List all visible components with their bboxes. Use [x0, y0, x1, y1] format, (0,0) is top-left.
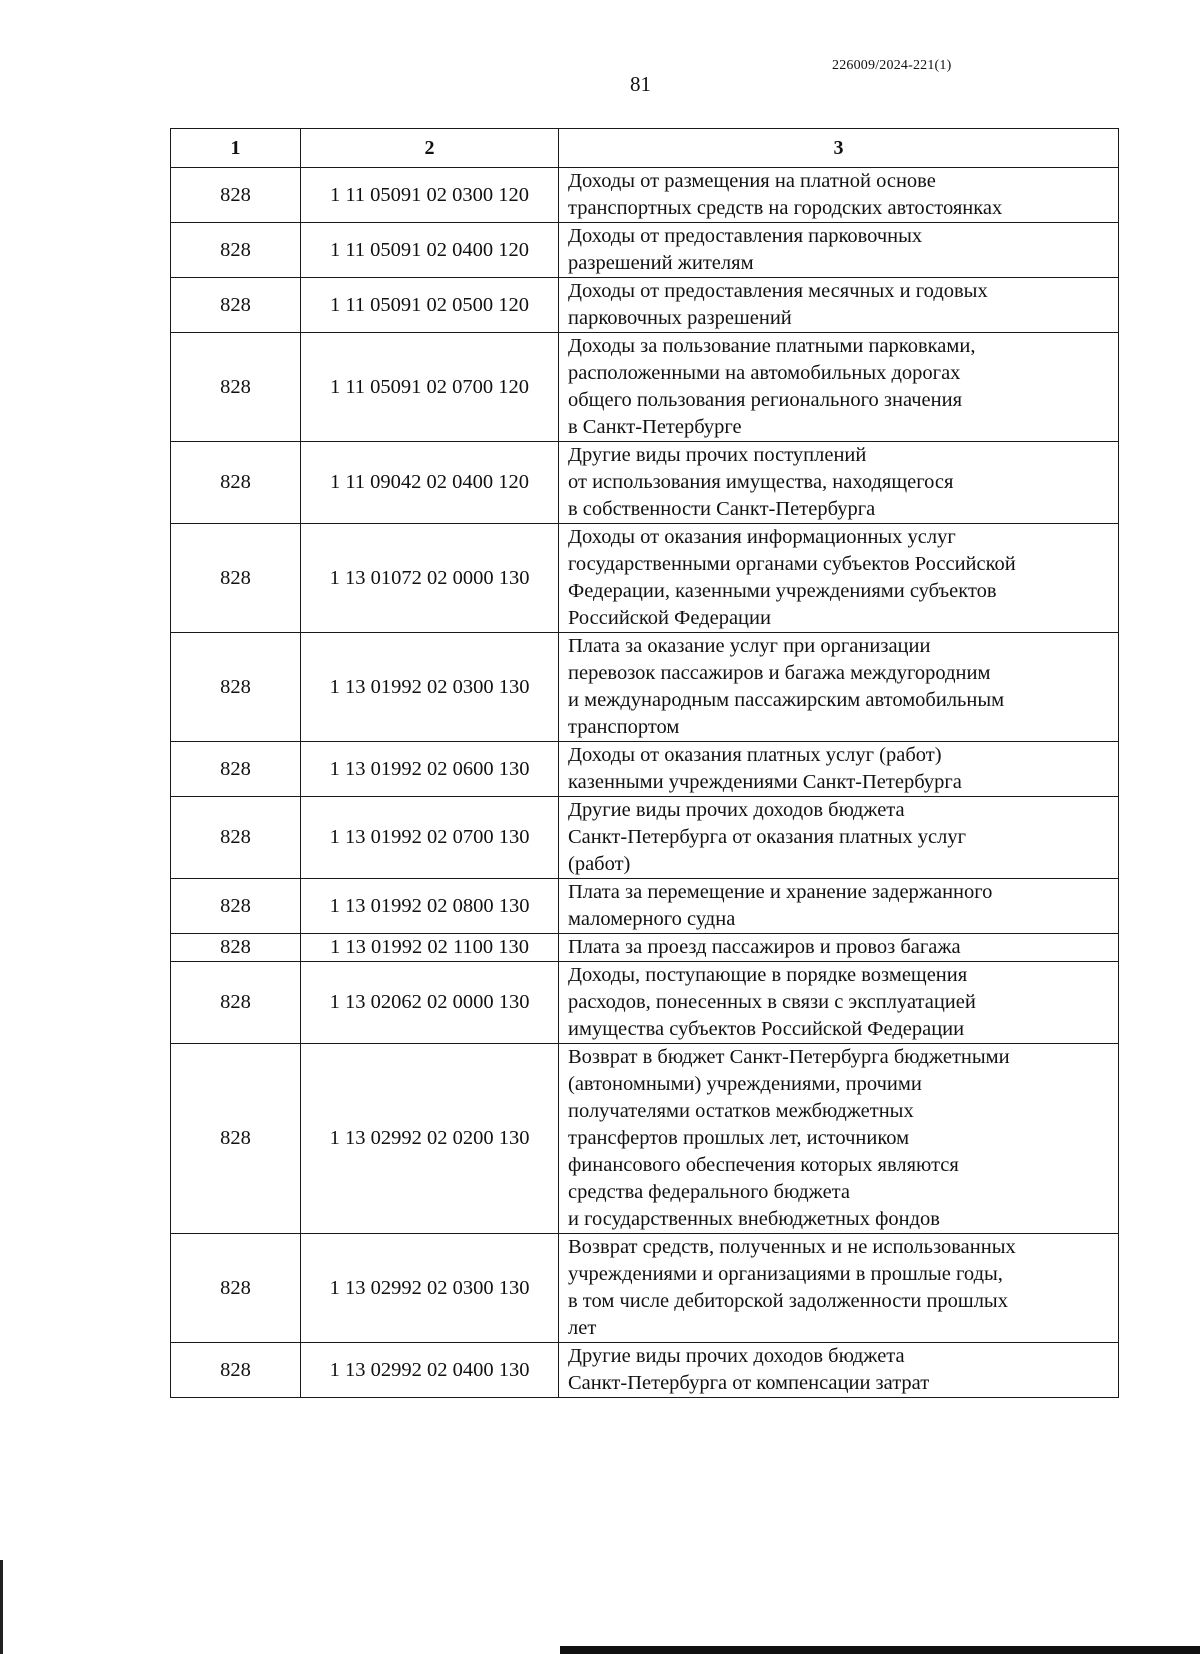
admin-code-cell: 828 [171, 797, 301, 879]
column-header-3: 3 [559, 129, 1119, 168]
budget-code-cell: 1 11 05091 02 0500 120 [301, 278, 559, 333]
revenue-description-cell: Другие виды прочих доходов бюджета Санкт-Петербурга от оказания платных услуг (работ) [559, 797, 1119, 879]
table-row [171, 1343, 1119, 1398]
revenue-description-cell: Возврат в бюджет Санкт-Петербурга бюджетными (автономными) учреждениями, прочими получателями остатков межбюджетных трансфертов прошлых лет, источником финансового обеспечения которых являются средства федерального бюджета и государственных внебюджетных фондов [559, 1044, 1119, 1234]
budget-code-cell: 1 13 01992 02 0700 130 [301, 797, 559, 879]
table-row [171, 278, 1119, 333]
budget-code-cell: 1 11 05091 02 0300 120 [301, 168, 559, 223]
scan-edge-artifact [0, 1560, 3, 1654]
budget-code-cell: 1 13 02992 02 0200 130 [301, 1044, 559, 1234]
revenue-description-cell: Другие виды прочих поступлений от использования имущества, находящегося в собственности Санкт-Петербурга [559, 442, 1119, 524]
revenue-description-cell: Доходы от предоставления месячных и годовых парковочных разрешений [559, 278, 1119, 333]
budget-code-cell: 1 13 02992 02 0400 130 [301, 1343, 559, 1398]
admin-code-cell: 828 [171, 168, 301, 223]
admin-code-cell: 828 [171, 742, 301, 797]
admin-code-cell: 828 [171, 524, 301, 633]
admin-code-cell: 828 [171, 962, 301, 1044]
table-header-row [171, 129, 1119, 168]
admin-code-cell: 828 [171, 278, 301, 333]
table-body [171, 168, 1119, 1398]
revenue-description-cell: Доходы от предоставления парковочных разрешений жителям [559, 223, 1119, 278]
table-row [171, 223, 1119, 278]
budget-code-cell: 1 13 02062 02 0000 130 [301, 962, 559, 1044]
document-number: 226009/2024-221(1) [832, 58, 952, 73]
table-row [171, 1234, 1119, 1343]
table-row [171, 442, 1119, 524]
revenue-description-cell: Плата за проезд пассажиров и провоз багажа [559, 934, 1119, 962]
admin-code-cell: 828 [171, 934, 301, 962]
table-row [171, 962, 1119, 1044]
revenue-description-cell: Доходы от размещения на платной основе транспортных средств на городских автостоянках [559, 168, 1119, 223]
budget-code-cell: 1 11 09042 02 0400 120 [301, 442, 559, 524]
revenue-description-cell: Доходы от оказания платных услуг (работ) казенными учреждениями Санкт-Петербурга [559, 742, 1119, 797]
budget-code-cell: 1 11 05091 02 0400 120 [301, 223, 559, 278]
budget-code-cell: 1 13 01992 02 0800 130 [301, 879, 559, 934]
table-row [171, 797, 1119, 879]
revenue-description-cell: Возврат средств, полученных и не использованных учреждениями и организациями в прошлые годы, в том числе дебиторской задолженности прошлых лет [559, 1234, 1119, 1343]
budget-codes-table [170, 128, 1119, 1398]
revenue-description-cell: Доходы от оказания информационных услуг государственными органами субъектов Российской Федерации, казенными учреждениями субъектов Российской Федерации [559, 524, 1119, 633]
table-row [171, 524, 1119, 633]
revenue-description-cell: Плата за оказание услуг при организации перевозок пассажиров и багажа междугородним и международным пассажирским автомобильным транспортом [559, 633, 1119, 742]
budget-code-cell: 1 13 02992 02 0300 130 [301, 1234, 559, 1343]
budget-code-cell: 1 13 01992 02 0300 130 [301, 633, 559, 742]
budget-code-cell: 1 11 05091 02 0700 120 [301, 333, 559, 442]
admin-code-cell: 828 [171, 1343, 301, 1398]
revenue-description-cell: Доходы за пользование платными парковками, расположенными на автомобильных дорогах общего пользования регионального значения в Санкт-Петербурге [559, 333, 1119, 442]
admin-code-cell: 828 [171, 442, 301, 524]
revenue-description-cell: Доходы, поступающие в порядке возмещения расходов, понесенных в связи с эксплуатацией имущества субъектов Российской Федерации [559, 962, 1119, 1044]
budget-code-cell: 1 13 01072 02 0000 130 [301, 524, 559, 633]
table-row [171, 742, 1119, 797]
table-row [171, 633, 1119, 742]
scan-bottom-artifact [560, 1646, 1200, 1654]
revenue-description-cell: Другие виды прочих доходов бюджета Санкт-Петербурга от компенсации затрат [559, 1343, 1119, 1398]
admin-code-cell: 828 [171, 633, 301, 742]
admin-code-cell: 828 [171, 333, 301, 442]
admin-code-cell: 828 [171, 1234, 301, 1343]
table-row [171, 934, 1119, 962]
revenue-description-cell: Плата за перемещение и хранение задержанного маломерного судна [559, 879, 1119, 934]
budget-code-cell: 1 13 01992 02 1100 130 [301, 934, 559, 962]
admin-code-cell: 828 [171, 1044, 301, 1234]
table-row [171, 879, 1119, 934]
column-header-2: 2 [301, 129, 559, 168]
page-number: 81 [630, 72, 651, 96]
budget-code-cell: 1 13 01992 02 0600 130 [301, 742, 559, 797]
admin-code-cell: 828 [171, 223, 301, 278]
admin-code-cell: 828 [171, 879, 301, 934]
table-row [171, 168, 1119, 223]
table-row [171, 1044, 1119, 1234]
table-row [171, 333, 1119, 442]
column-header-1: 1 [171, 129, 301, 168]
